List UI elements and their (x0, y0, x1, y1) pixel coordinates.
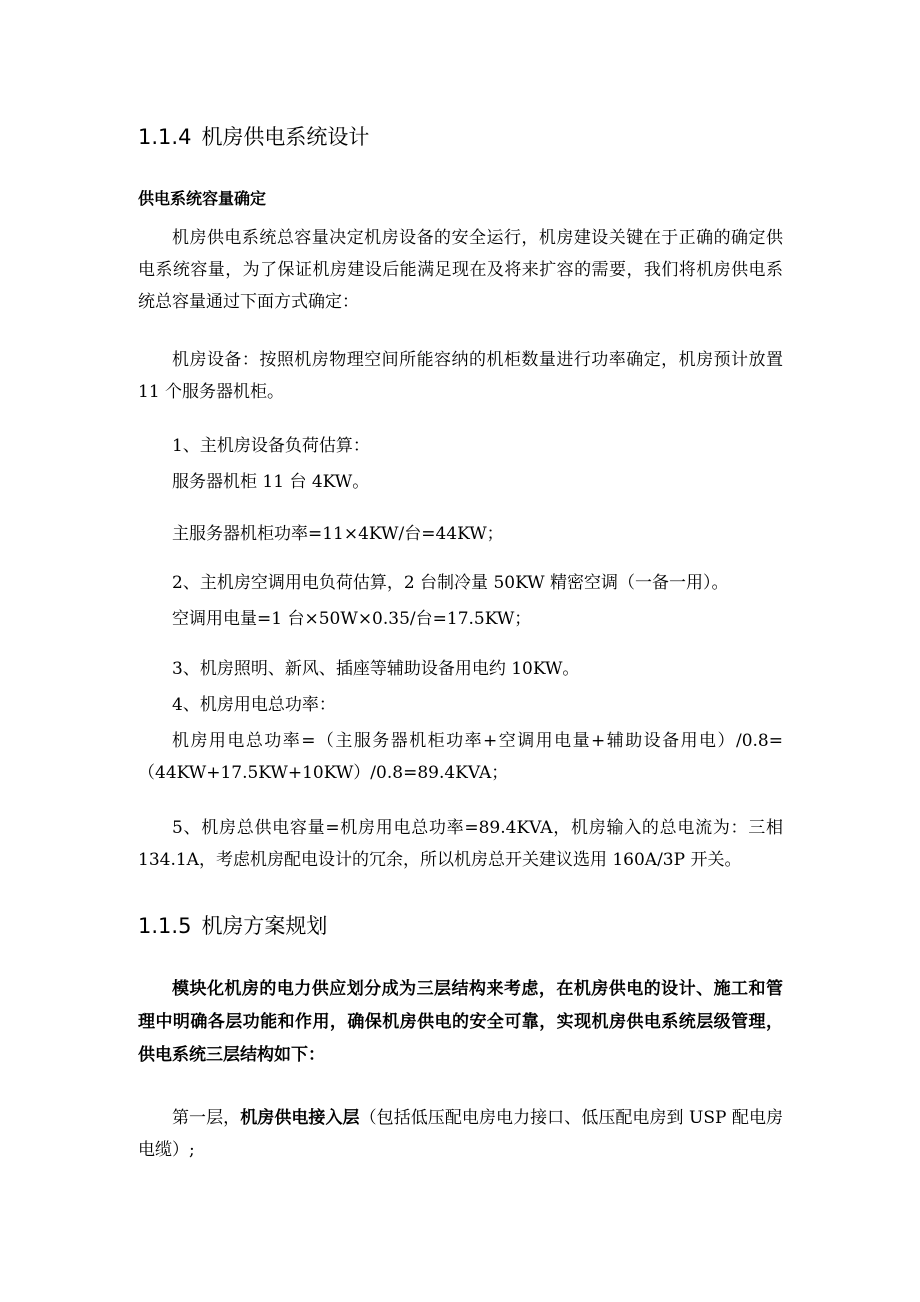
list-item-3: 3、机房照明、新风、插座等辅助设备用电约 10KW。 (172, 659, 580, 679)
subsection-heading: 供电系统容量确定 (138, 189, 267, 208)
layer-name: 机房供电接入层 (240, 1108, 360, 1128)
section-title: 机房方案规划 (201, 914, 328, 938)
list-item-1-detail: 服务器机柜 11 台 4KW。 (172, 472, 370, 492)
paragraph-layer-one (138, 1102, 783, 1166)
paragraph-capacity-intro: 机房供电系统总容量决定机房设备的安全运行，机房建设关键在于正确的确定供电系统容量，为了保证机房建设后能满足现在及将来扩容的需要，我们将机房供电系统总容量通过下面方式确定： (138, 228, 783, 312)
list-item-2: 2、主机房空调用电负荷估算，2 台制冷量 50KW 精密空调（一备一用）。 (172, 573, 729, 593)
list-item-1: 1、主机房设备负荷估算： (172, 436, 370, 456)
layer-prefix: 第一层， (172, 1108, 241, 1128)
section-heading-1-1-5 (138, 911, 783, 941)
list-item-1-formula: 主服务器机柜功率=11×4KW/台=44KW； (172, 524, 504, 544)
paragraph-three-layer-intro: 模块化机房的电力供应划分成为三层结构来考虑，在机房供电的设计、施工和管理中明确各层功能和作用，确保机房供电的安全可靠，实现机房供电系统层级管理，供电系统三层结构如下： (138, 979, 783, 1065)
section-title: 机房供电系统设计 (201, 125, 370, 149)
list-item-2-formula: 空调用电量=1 台×50W×0.35/台=17.5KW； (172, 609, 532, 629)
list-item-4: 4、机房用电总功率： (172, 695, 336, 715)
paragraph-equipment: 机房设备：按照机房物理空间所能容纳的机柜数量进行功率确定，机房预计放置 11 个服务器机柜。 (138, 350, 783, 402)
paragraph-total-power: 机房用电总功率=（主服务器机柜功率+空调用电量+辅助设备用电）/0.8=（44KW+17.5KW+10KW）/0.8=89.4KVA； (138, 731, 783, 783)
section-number: 1.1.4 (138, 125, 192, 149)
layer-description: （包括低压配电房电力接口、低压配电房到 USP 配电房电缆）; (138, 1108, 784, 1160)
section-number: 1.1.5 (138, 914, 192, 938)
paragraph-total-capacity: 5、机房总供电容量=机房用电总功率=89.4KVA，机房输入的总电流为：三相 134.1A，考虑机房配电设计的冗余，所以机房总开关建议选用 160A/3P 开关。 (138, 818, 783, 870)
section-heading-1-1-4 (138, 122, 783, 152)
